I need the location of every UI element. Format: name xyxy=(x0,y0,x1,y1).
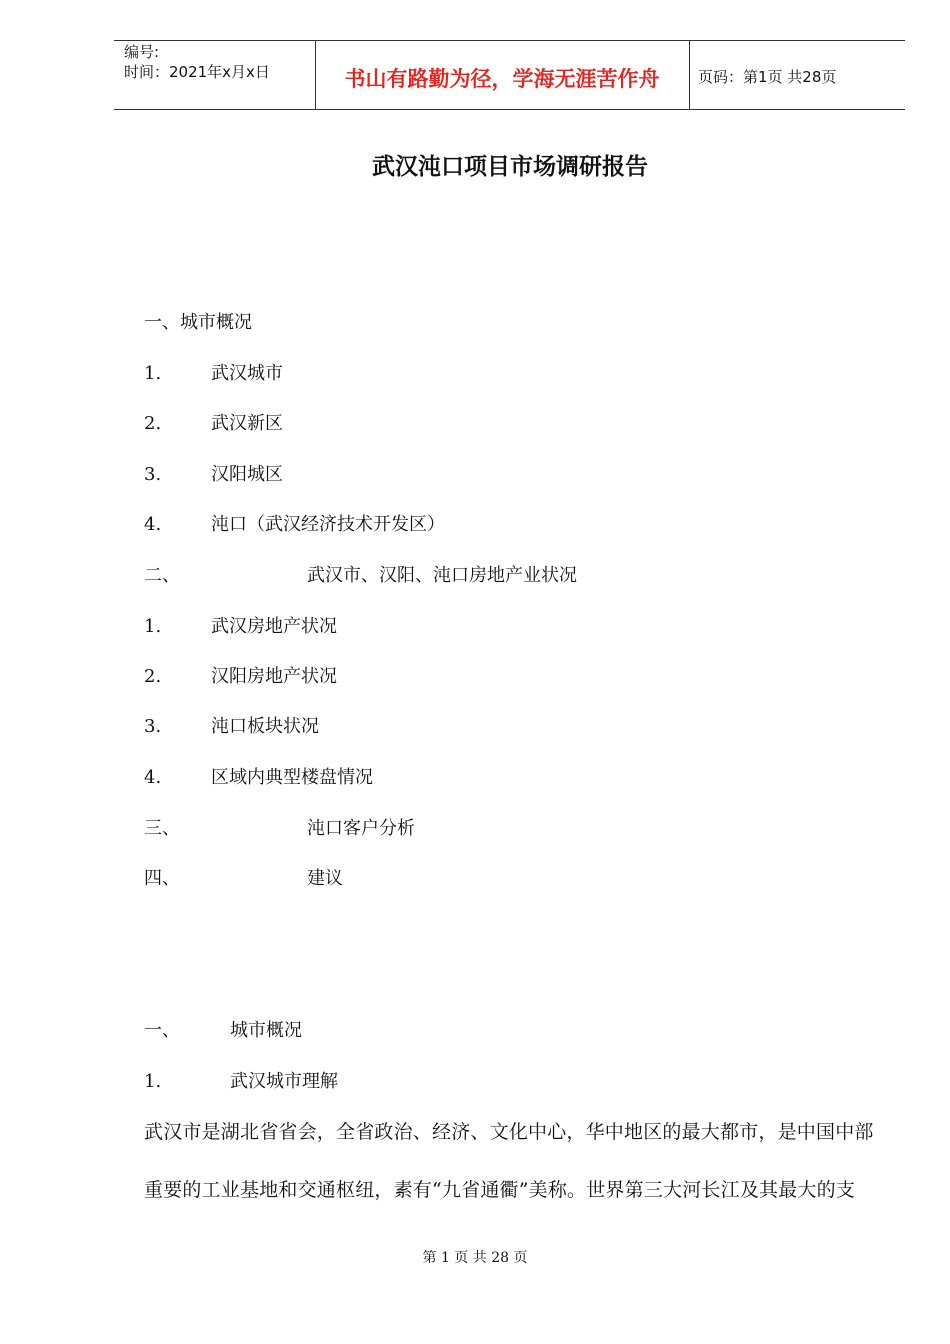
toc-number: 四、 xyxy=(144,868,180,889)
toc-number: 三、 xyxy=(144,818,180,839)
paragraph-line: 武汉市是湖北省省会，全省政治、经济、文化中心，华中地区的最大都市，是中国中部 xyxy=(144,1121,874,1143)
toc-text: 汉阳城区 xyxy=(211,464,283,485)
page-header xyxy=(114,40,905,110)
toc-number: 1. xyxy=(144,363,162,384)
document-title: 武汉沌口项目市场调研报告 xyxy=(372,154,648,180)
toc-text: 武汉市、汉阳、沌口房地产业状况 xyxy=(307,565,577,586)
toc-number: 2. xyxy=(144,413,162,434)
toc-number: 4. xyxy=(144,767,162,788)
toc-text: 沌口板块状况 xyxy=(211,716,319,737)
header-page-info: 页码：第1页 共28页 xyxy=(698,68,837,86)
header-motto-cell xyxy=(315,41,690,109)
toc-text: 武汉城市 xyxy=(211,363,283,384)
header-page-cell xyxy=(690,41,905,109)
toc-text: 建议 xyxy=(307,868,343,889)
toc-text: 武汉新区 xyxy=(211,413,283,434)
toc-text: 武汉房地产状况 xyxy=(211,616,337,637)
header-meta-cell xyxy=(114,41,316,109)
toc-text: 汉阳房地产状况 xyxy=(211,666,337,687)
toc-number: 2. xyxy=(144,666,162,687)
toc-number: 3. xyxy=(144,716,162,737)
section-heading-number: 一、 xyxy=(144,1020,180,1041)
toc-text: 沌口客户分析 xyxy=(307,818,415,839)
header-motto: 书山有路勤为径，学海无涯苦作舟 xyxy=(344,67,660,91)
toc-number: 1. xyxy=(144,616,162,637)
subsection-text: 武汉城市理解 xyxy=(230,1071,338,1092)
document-date-label: 时间：2021年x月x日 xyxy=(124,63,270,81)
page-footer: 第 1 页 共 28 页 xyxy=(422,1250,528,1266)
toc-number: 4. xyxy=(144,514,162,535)
toc-number: 3. xyxy=(144,464,162,485)
toc-number: 一、城市概况 xyxy=(144,312,252,333)
toc-number: 二、 xyxy=(144,565,180,586)
subsection-number: 1. xyxy=(144,1071,162,1092)
toc-text: 区域内典型楼盘情况 xyxy=(211,767,373,788)
document-number-label: 编号: xyxy=(124,43,160,61)
paragraph-line: 重要的工业基地和交通枢纽，素有“九省通衢”美称。世界第三大河长江及其最大的支 xyxy=(144,1179,856,1201)
toc-text: 沌口（武汉经济技术开发区） xyxy=(211,514,445,535)
section-heading-text: 城市概况 xyxy=(230,1020,302,1041)
